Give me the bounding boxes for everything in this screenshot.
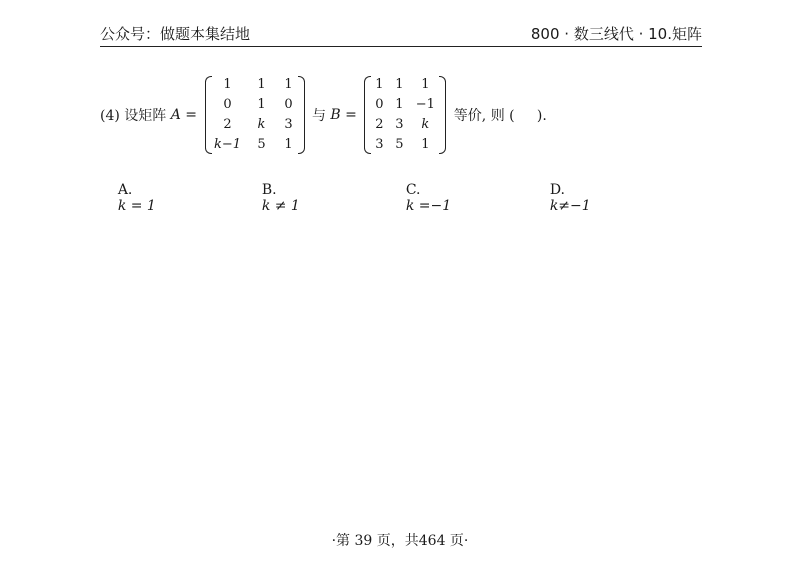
matrix-b-cell: 5	[395, 137, 404, 152]
answer-options	[100, 166, 660, 214]
matrix-b-cell: 1	[395, 97, 404, 112]
option-expression: k ≠ 1	[261, 198, 300, 214]
matrix-a-cell: 1	[284, 77, 293, 92]
question-suffix: 等价, 则 ( ).	[449, 108, 547, 124]
matrix-b-cell: k	[421, 117, 430, 132]
page-header	[100, 20, 702, 47]
matrix-b-cell: 1	[395, 77, 404, 92]
page-number: ·第 39 页，共464 页·	[331, 533, 469, 549]
matrix-b-symbol: B	[330, 107, 341, 123]
header-source: 公众号：做题本集结地	[100, 25, 251, 43]
option-letter: A.	[117, 182, 133, 198]
matrix-b-cell: −1	[415, 97, 435, 112]
question-prefix: (4) 设矩阵	[100, 108, 171, 124]
matrix-b-cell: 0	[375, 97, 384, 112]
conjunction-text: 与	[307, 108, 331, 124]
matrix-a	[205, 74, 305, 156]
matrix-a-cell: 3	[284, 117, 293, 132]
matrix-b-cell: 1	[421, 137, 430, 152]
matrix-a-cell: 1	[257, 97, 266, 112]
matrix-a-cell: k−1	[213, 137, 242, 152]
option-a	[100, 166, 156, 230]
matrix-a-symbol: A	[170, 107, 181, 123]
option-b	[244, 166, 300, 230]
option-c	[388, 166, 451, 230]
matrix-b-cell: 1	[375, 77, 384, 92]
matrix-b-cell: 3	[395, 117, 404, 132]
option-expression: k =−1	[405, 198, 452, 214]
matrix-a-cell: k	[257, 117, 266, 132]
matrix-a-cell: 2	[223, 117, 232, 132]
matrix-a-cell: 0	[284, 97, 293, 112]
matrix-a-cell: 1	[257, 77, 266, 92]
matrix-b	[364, 74, 446, 156]
equals-sign: =	[180, 107, 202, 123]
header-section: 800 · 数三线代 · 10.矩阵	[530, 25, 702, 43]
option-letter: D.	[549, 182, 565, 198]
matrix-a-cell: 5	[257, 137, 266, 152]
matrix-a-cell: 0	[223, 97, 232, 112]
question-4	[100, 74, 720, 156]
matrix-b-cell: 3	[375, 137, 384, 152]
option-letter: C.	[405, 182, 421, 198]
matrix-b-cell: 1	[421, 77, 430, 92]
option-expression: k≠−1	[549, 198, 591, 214]
matrix-a-cell: 1	[284, 137, 293, 152]
matrix-b-cell: 2	[375, 117, 384, 132]
equals-sign: =	[340, 107, 362, 123]
option-letter: B.	[261, 182, 277, 198]
matrix-a-cell: 1	[223, 77, 232, 92]
option-expression: k = 1	[117, 198, 156, 214]
option-d	[532, 166, 591, 230]
